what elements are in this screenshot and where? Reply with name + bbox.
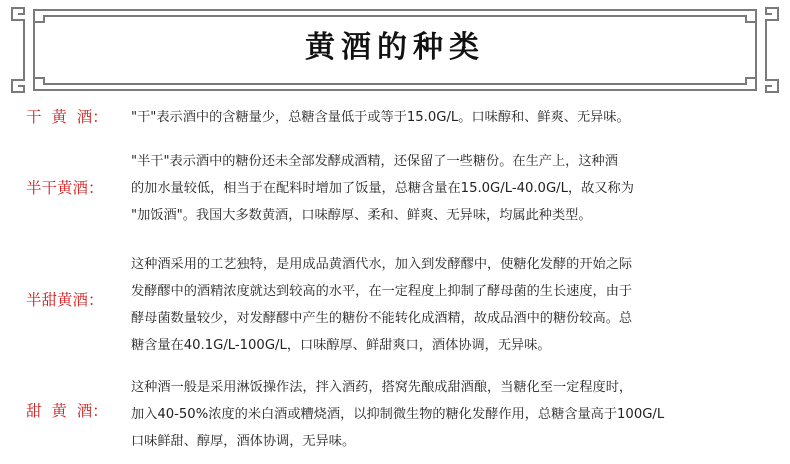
page-title: 黄酒的种类 [305, 30, 485, 65]
text-line: 口味鲜甜、醇厚，酒体协调，无异味。 [131, 434, 356, 449]
section-label: 甜 黄 酒： [26, 402, 108, 420]
section-description [131, 104, 771, 131]
section-description [131, 148, 771, 229]
text-line: 这种酒一般是采用淋饭操作法，拌入酒药，搭窝先酿成甜酒酿，当糖化至一定程度时， [131, 380, 633, 395]
text-line: 酵母菌数量较少，对发酵醪中产生的糖份不能转化成酒精，故成品酒中的糖份较高。总 [131, 311, 633, 326]
section-description [131, 251, 771, 359]
text-line: "加饭酒"。我国大多数黄酒，口味醇厚、柔和、鲜爽、无异味，均属此种类型。 [131, 208, 592, 223]
section-label: 干 黄 酒： [26, 108, 108, 126]
text-line: 的加水量较低，相当于在配料时增加了饭量，总糖含量在15.0G/L-40.0G/L，故又称为 [131, 181, 634, 196]
text-line: 糖含量在40.1G/L-100G/L，口味醇厚、鲜甜爽口，酒体协调，无异味。 [131, 338, 551, 353]
text-line: "干"表示酒中的含糖量少，总糖含量低于或等于15.0G/L。口味醇和、鲜爽、无异味。 [131, 110, 630, 125]
text-line: "半干"表示酒中的糖份还未全部发酵成酒精，还保留了一些糖份。在生产上，这种酒 [131, 154, 618, 169]
text-line: 这种酒采用的工艺独特，是用成品黄酒代水，加入到发酵醪中，使糖化发酵的开始之际 [131, 257, 633, 272]
section-label: 半干黄酒： [26, 179, 104, 197]
section-label: 半甜黄酒： [26, 291, 104, 309]
text-line: 发酵醪中的酒精浓度就达到较高的水平，在一定程度上抑制了酵母菌的生长速度，由于 [131, 284, 633, 299]
section-description [131, 374, 771, 455]
text-line: 加入40-50%浓度的米白酒或糟烧酒，以抑制微生物的糖化发酵作用，总糖含量高于100G/L [131, 407, 665, 422]
